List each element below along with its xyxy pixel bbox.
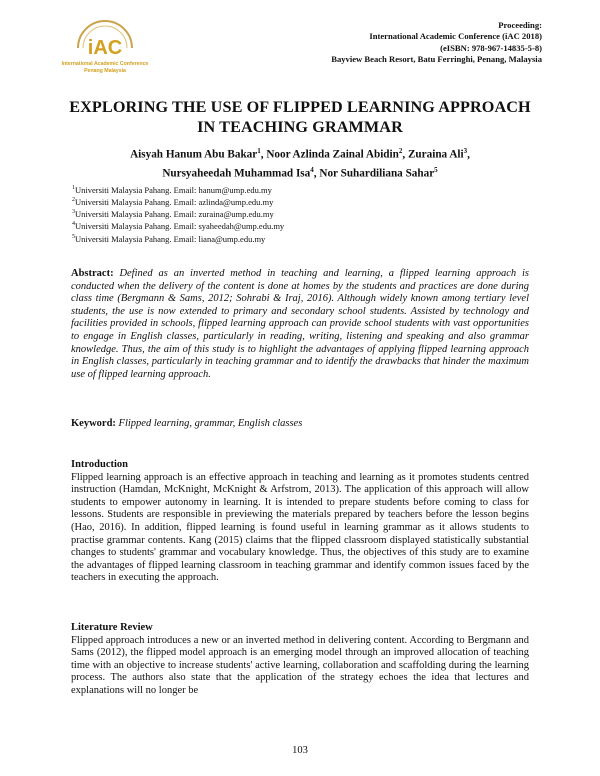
page-number: 103 — [292, 745, 308, 756]
title-line-1: EXPLORING THE USE OF FLIPPED LEARNING APPROACH — [69, 98, 531, 116]
eisbn: (eISBN: 978-967-14835-5-8) — [440, 42, 542, 53]
proceeding-header — [331, 20, 542, 66]
conference-name: International Academic Conference (iAC 2018) — [369, 31, 542, 42]
author-4: Nursyaheedah Muhammad Isa — [162, 167, 311, 180]
author-1: Aisyah Hanum Abu Bakar — [130, 148, 258, 161]
author-5: Nor Suhardiliana Sahar — [319, 167, 435, 180]
introduction-text: Flipped learning approach is an effective approach in teaching and learning as it promotes students centred instruction (Hamdan, McKnight, McKnight & Arfstrom, 2013). The application of this approach will allow students to empower autonomy in learning. It is intended to prepare students before coming to class for lessons. Students are responsible in previewing the materials prepared by teachers before the lesson begins (Hao, 2016). In addition, flipped learning is found useful in learning grammar as it allows students to practise grammar contents. Kang (2015) claims that the flipped classroom displayed statistically substantial changes to students' grammar and vocabulary knowledge. Thus, the objectives of this study are to examine the advantages of flipped learning classroom in teaching grammar and identify common issues faced by the teachers in executing the approach. — [71, 471, 529, 584]
affiliation-item: $^1$Universiti Malaysia Pahang. Email: hanum@ump.edu.my — [72, 184, 272, 195]
title-line-2: IN TEACHING GRAMMAR — [197, 117, 403, 136]
affiliation-item: $^5$Universiti Malaysia Pahang. Email: liana@ump.edu.my — [72, 233, 266, 244]
logo-place-text: Penang Malaysia — [84, 68, 126, 74]
affiliation-item: $^3$Universiti Malaysia Pahang. Email: zuraina@ump.edu.my — [72, 209, 274, 220]
literature-heading: Literature Review — [71, 622, 153, 633]
author-3-mark: 3 — [463, 147, 468, 155]
author-2-mark: 2 — [398, 147, 403, 155]
logo-mark: iAC — [87, 37, 123, 59]
affiliation-list — [72, 183, 284, 244]
keyword-text: Flipped learning, grammar, English classes — [118, 418, 303, 429]
paper-title — [40, 98, 560, 137]
abstract-label: Abstract: — [71, 268, 114, 279]
venue: Bayview Beach Resort, Batu Ferringhi, Penang, Malaysia — [331, 54, 542, 65]
introduction-section — [71, 459, 529, 585]
literature-review-section — [71, 622, 529, 698]
introduction-heading: Introduction — [71, 459, 128, 470]
abstract-text: Defined as an inverted method in teaching and learning, a flipped learning approach is conducted when the delivery of the content is done at homes by the students and practices are done during class time (Bergmann & Sams, 2012; Sohrabi & Iraj, 2016). Although widely known among tertiary level students, the use is now extended to primary and secondary school students. Assisted by technology and facilities provided in schools, flipped learning approach can provide school students with vast opportunities to engage in English classes, particularly in reading, writing, listening and speaking and also grammar knowledge. Thus, the aim of this study is to highlight the advantages of applying flipped learning approach in English classes, particularly in teaching grammar and to identify the drawbacks that hinder the maximum use of flipped learning approach. — [71, 268, 529, 380]
author-1-mark: 1 — [257, 147, 261, 155]
logo-conference-text: International Academic Conference — [61, 61, 149, 67]
conference-logo — [56, 18, 154, 78]
author-3: Zuraina Ali — [407, 148, 464, 161]
author-4-mark: 4 — [310, 165, 314, 174]
iac-logo-icon — [56, 18, 154, 78]
affiliation-item: $^2$Universiti Malaysia Pahang. Email: azlinda@ump.edu.my — [72, 196, 274, 207]
keywords — [71, 418, 529, 431]
keyword-label: Keyword: — [71, 418, 116, 429]
proceeding-label: Proceeding: — [498, 20, 542, 30]
affiliation-item: $^4$Universiti Malaysia Pahang. Email: syaheedah@ump.edu.my — [72, 221, 285, 232]
literature-text: Flipped approach introduces a new or an inverted method in delivering content. According to Bergmann and Sams (2012), the flipped model approach is an emerging model through an improved allocation of teaching time with an objective to increase students' active learning, collaboration and scaffolding during the learning process. The authors also state that the application of the strategy echoes the idea that lectures and explanations will no longer be — [71, 634, 529, 696]
author-2: Noor Azlinda Zainal Abidin — [266, 148, 399, 161]
author-5-mark: 5 — [434, 165, 438, 174]
abstract — [71, 268, 529, 381]
author-list: Aisyah Hanum Abu Bakar$^1$, Noor Azlinda Zainal Abidin$^2$, Zuraina Ali$^3$, Nursyaheedah Muhammad Isa$^4$, Nor Suhardiliana Sahar$^5$ — [130, 147, 470, 180]
